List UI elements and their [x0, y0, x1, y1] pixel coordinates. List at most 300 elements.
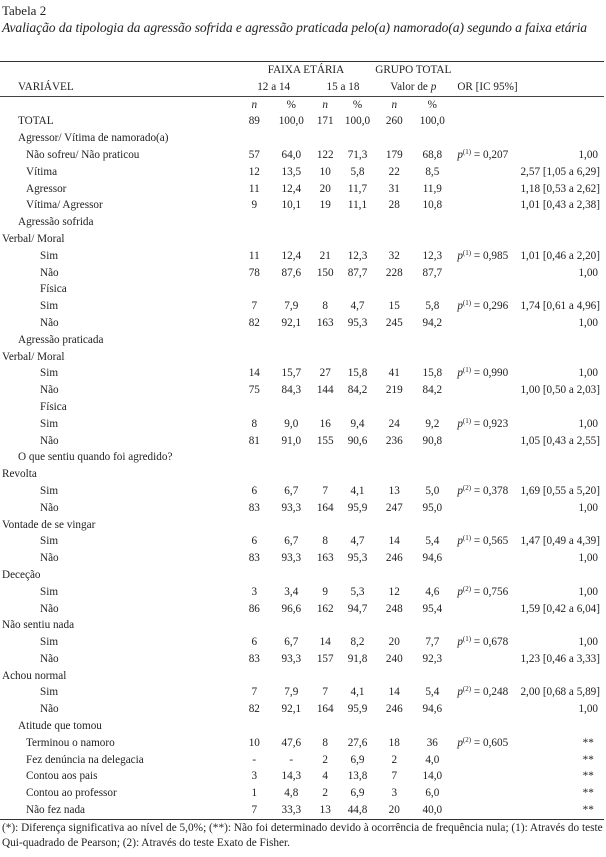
cell-p-value: $p^{(1)} = 0,296$: [457, 299, 509, 313]
cell-n1: 83: [248, 652, 260, 665]
cell-n1: 83: [248, 552, 260, 565]
cell-odds-ratio: 1,00: [578, 417, 599, 430]
cell-p2: 95,3: [347, 552, 368, 565]
cell-p2: [340, 231, 376, 248]
cell-p1: 33,3: [272, 802, 311, 819]
cell-p-value: $p^{(1)} = 0,923$: [457, 416, 509, 430]
header-or: OR [IC 95%]: [457, 80, 518, 93]
cell-p3: [413, 231, 451, 248]
cell-n3: 14: [388, 535, 400, 548]
cell-p1: 93,3: [281, 501, 302, 514]
cell-odds-ratio: **: [582, 787, 594, 800]
cell-odds-ratio: [520, 113, 604, 130]
cell-n2: 7: [322, 484, 328, 497]
table-row: [0, 768, 604, 785]
table-row: [0, 365, 604, 382]
table-row: [0, 634, 604, 651]
cell-n1: 1: [251, 787, 258, 800]
cell-odds-ratio: [520, 567, 604, 584]
cell-n3: 179: [385, 148, 403, 161]
cell-n1: 75: [248, 384, 260, 397]
cell-n3: 219: [385, 384, 403, 397]
cell-p-value: [451, 601, 520, 618]
cell-n2: 163: [316, 552, 334, 565]
row-label: Não: [40, 266, 59, 279]
cell-p-value: [451, 449, 520, 466]
cell-p1: [272, 517, 311, 534]
cell-n1: [237, 668, 272, 685]
cell-n3: 20: [388, 636, 400, 649]
cell-p-value: [451, 517, 520, 534]
cell-p3: 36: [426, 736, 438, 749]
cell-p3: [413, 466, 451, 483]
cell-p3: [413, 517, 451, 534]
cell-p2: 27,6: [347, 736, 368, 749]
table-row: [0, 416, 604, 433]
cell-n3: [375, 130, 413, 147]
cell-p3: 9,2: [425, 417, 440, 430]
cell-n2: 8: [322, 535, 328, 548]
cell-p1: [272, 349, 311, 366]
cell-p3: [413, 567, 451, 584]
cell-n2: [311, 718, 340, 735]
cell-n3: 14: [388, 686, 400, 699]
section-row: [0, 517, 604, 534]
cell-p1: 91,0: [281, 434, 302, 447]
cell-p3: 10,8: [422, 199, 443, 212]
cell-n2: [311, 517, 340, 534]
cell-odds-ratio: [520, 349, 604, 366]
section-label: Achou normal: [2, 669, 67, 682]
cell-n3: 18: [388, 736, 400, 749]
cell-n2: 150: [316, 266, 334, 279]
data-table: [0, 61, 604, 820]
cell-p3: 95,4: [422, 602, 443, 615]
cell-n2: [311, 349, 340, 366]
cell-n3: 15: [388, 300, 400, 313]
cell-n1: [237, 130, 272, 147]
cell-odds-ratio: [520, 617, 604, 634]
cell-p3: 94,6: [422, 552, 443, 565]
table-row: [0, 601, 604, 618]
cell-p2: [340, 718, 376, 735]
cell-p3: 12,3: [422, 249, 443, 262]
cell-p-value: [451, 752, 520, 769]
table-row: [0, 533, 604, 550]
cell-p2: 6,9: [350, 787, 365, 800]
cell-p3: 40,0: [413, 802, 451, 819]
cell-p-value: [451, 668, 520, 685]
cell-odds-ratio: 1,00: [578, 703, 599, 716]
cell-odds-ratio: 1,05 [0,43 a 2,55]: [520, 434, 600, 447]
table-row: [0, 550, 604, 567]
section-label: Agressão praticada: [18, 333, 104, 346]
cell-n2: 10: [319, 165, 331, 178]
cell-n3: 13: [388, 484, 400, 497]
table-row: [0, 684, 604, 701]
cell-n3: 248: [385, 602, 403, 615]
cell-n3: [375, 567, 413, 584]
header-variable: VARIÁVEL: [18, 80, 74, 93]
cell-p-value: [451, 281, 520, 298]
cell-p3: 7,7: [425, 636, 440, 649]
table-row: [0, 651, 604, 668]
cell-odds-ratio: 1,01 [0,46 a 2,20]: [520, 249, 600, 262]
cell-p1: [272, 130, 311, 147]
cell-odds-ratio: [520, 130, 604, 147]
table-row: [0, 181, 604, 198]
cell-n1: [237, 332, 272, 349]
cell-n2: 2: [322, 753, 328, 766]
cell-p-value: [451, 802, 520, 819]
cell-n3: 2: [391, 753, 398, 766]
cell-p-value: [451, 617, 520, 634]
header-n: n: [237, 96, 272, 113]
cell-p1: 12,4: [281, 249, 302, 262]
cell-p1: 64,0: [281, 148, 302, 161]
cell-p1: 93,3: [281, 552, 302, 565]
cell-p-value: [451, 265, 520, 282]
cell-p-value: [451, 315, 520, 332]
cell-n1: 86: [248, 602, 260, 615]
cell-p3: 14,0: [422, 770, 443, 783]
cell-p-value: [451, 433, 520, 450]
table-caption-label: Tabela 2: [2, 3, 47, 18]
cell-n2: 14: [319, 636, 331, 649]
table-row: [0, 752, 604, 769]
cell-p2: [340, 349, 376, 366]
cell-n1: [237, 567, 272, 584]
cell-n2: 13: [311, 802, 340, 819]
cell-p-value: [451, 466, 520, 483]
cell-n3: [375, 349, 413, 366]
cell-p-value: [451, 197, 520, 214]
row-label: Agressor: [26, 182, 67, 195]
cell-p1: 3,4: [284, 585, 299, 598]
cell-n2: [311, 231, 340, 248]
cell-odds-ratio: 1,01 [0,43 a 2,38]: [520, 199, 600, 212]
cell-p1: 92,1: [281, 703, 302, 716]
row-label: Não: [40, 602, 59, 615]
cell-p2: 12,3: [347, 249, 368, 262]
p-symbol: p: [430, 80, 437, 93]
table-row: [0, 735, 604, 752]
table-row: [0, 298, 604, 315]
cell-odds-ratio: 1,18 [0,53 a 2,62]: [520, 182, 600, 195]
cell-p3: 94,2: [422, 316, 443, 329]
cell-p2: [340, 567, 376, 584]
cell-n3: 28: [388, 199, 400, 212]
cell-p2: [340, 449, 376, 466]
cell-p-value: $p^{(1)} = 0,207$: [457, 147, 509, 161]
cell-n2: [311, 449, 340, 466]
cell-odds-ratio: 1,69 [0,55 a 5,20]: [520, 484, 600, 497]
cell-p2: 91,8: [347, 652, 368, 665]
row-label: Vítima: [26, 165, 58, 178]
cell-n3: 12: [388, 585, 400, 598]
section-label: Agressão sofrida: [18, 216, 94, 229]
cell-p2: [340, 332, 376, 349]
cell-n2: [311, 567, 340, 584]
header-age-12-14: 12 a 14: [257, 80, 291, 93]
cell-p-value: [451, 382, 520, 399]
cell-n2: 162: [316, 602, 334, 615]
cell-odds-ratio: 1,00: [578, 367, 599, 380]
cell-p2: [340, 668, 376, 685]
header-p-value: Valor de p: [390, 80, 437, 93]
table-row: [0, 164, 604, 181]
cell-p-value: [451, 718, 520, 735]
header-age-15-18: 15 a 18: [326, 80, 360, 93]
cell-p-value: [451, 130, 520, 147]
table-row: [0, 197, 604, 214]
cell-p3: 4,6: [425, 585, 440, 598]
cell-n2: 164: [316, 501, 334, 514]
cell-p3: 5,8: [425, 300, 440, 313]
cell-p-value: [451, 550, 520, 567]
cell-p2: 8,2: [350, 636, 365, 649]
cell-n3: 260: [385, 115, 403, 128]
cell-odds-ratio: 1,74 [0,61 a 4,96]: [520, 300, 600, 313]
cell-p-value: $p^{(1)} = 0,678$: [457, 635, 509, 649]
cell-n3: 7: [391, 770, 398, 783]
table-row: [0, 265, 604, 282]
cell-n2: [311, 466, 340, 483]
cell-p3: [413, 399, 451, 416]
cell-p3: 15,8: [422, 367, 443, 380]
cell-odds-ratio: [520, 332, 604, 349]
cell-p2: 87,7: [347, 266, 368, 279]
cell-p-value: [451, 500, 520, 517]
section-label: Atitude que tomou: [18, 720, 102, 733]
cell-p2: 44,8: [340, 802, 376, 819]
cell-p2: [340, 214, 376, 231]
section-row: [0, 214, 604, 231]
cell-p1: [272, 214, 311, 231]
cell-p2: 5,3: [350, 585, 365, 598]
cell-p3: 94,6: [422, 703, 443, 716]
row-label: Sim: [40, 417, 59, 430]
cell-p2: [340, 466, 376, 483]
row-label: Sim: [40, 484, 59, 497]
table-row: [0, 433, 604, 450]
table-row: [0, 248, 604, 265]
cell-p-value: $p^{(1)} = 0,565$: [457, 534, 509, 548]
cell-n1: 82: [248, 703, 260, 716]
cell-n3: [375, 214, 413, 231]
header-n: n: [311, 96, 340, 113]
cell-n2: [311, 130, 340, 147]
header-total-group: GRUPO TOTAL: [375, 62, 451, 79]
cell-p2: 9,4: [350, 417, 365, 430]
cell-n3: [375, 668, 413, 685]
cell-p-value: [451, 651, 520, 668]
cell-odds-ratio: **: [520, 802, 604, 819]
cell-p-value: [451, 214, 520, 231]
row-label: Não: [40, 434, 59, 447]
cell-p2: 95,3: [347, 316, 368, 329]
cell-p3: 4,0: [425, 753, 440, 766]
cell-odds-ratio: 1,59 [0,42 a 6,04]: [520, 602, 600, 615]
cell-odds-ratio: [520, 668, 604, 685]
section-label: Agressor/ Vítima de namorado(a): [18, 132, 169, 145]
cell-p2: 4,7: [350, 300, 365, 313]
cell-n1: 81: [248, 434, 260, 447]
section-label: Revolta: [2, 468, 37, 481]
cell-p3: 92,3: [422, 652, 443, 665]
cell-n2: [311, 281, 340, 298]
cell-n2: 27: [319, 367, 331, 380]
cell-p2: [340, 130, 376, 147]
cell-odds-ratio: [520, 517, 604, 534]
cell-odds-ratio: [520, 449, 604, 466]
cell-p2: [340, 399, 376, 416]
cell-p-value: [451, 567, 520, 584]
cell-odds-ratio: 1,00: [578, 316, 599, 329]
cell-p3: [413, 449, 451, 466]
cell-p1: [272, 668, 311, 685]
cell-p2: 4,7: [350, 535, 365, 548]
cell-p-value: [451, 399, 520, 416]
cell-odds-ratio: 1,00: [578, 636, 599, 649]
cell-p-value: [451, 113, 520, 130]
header-row-2: [0, 79, 604, 96]
header-pct: %: [340, 96, 376, 113]
cell-n3: 236: [385, 434, 403, 447]
cell-p1: [272, 466, 311, 483]
cell-n1: [237, 214, 272, 231]
row-label: Sim: [40, 367, 59, 380]
cell-p-value: $p^{(2)} = 0,605$: [457, 735, 509, 749]
cell-p3: 90,8: [422, 434, 443, 447]
row-label: Sim: [40, 535, 59, 548]
cell-p1: 96,6: [281, 602, 302, 615]
cell-odds-ratio: 1,00: [578, 148, 599, 161]
cell-p2: 11,7: [347, 182, 368, 195]
cell-n3: 31: [388, 182, 400, 195]
cell-n2: [311, 399, 340, 416]
cell-p2: [340, 617, 376, 634]
cell-n3: 41: [388, 367, 400, 380]
header-row-1: [0, 62, 604, 79]
cell-odds-ratio: [520, 231, 604, 248]
cell-p2: 71,3: [347, 148, 368, 161]
table-footnote: (*): Diferença significativa ao nível de 5,0%; (**): Não foi determinado devido à ocorrência de frequência nula; (1): Através do teste Qui-quadrado de Pearson; (2): Através do teste Exato de Fisher.: [2, 822, 603, 849]
cell-n1: 9: [251, 199, 258, 212]
section-row: [0, 718, 604, 735]
cell-p3: [413, 349, 451, 366]
cell-p3: 6,0: [425, 787, 440, 800]
cell-n3: [375, 617, 413, 634]
cell-n2: 2: [322, 787, 328, 800]
cell-odds-ratio: [520, 466, 604, 483]
cell-n1: 6: [251, 636, 258, 649]
cell-p1: 7,9: [284, 686, 299, 699]
cell-n2: 21: [319, 249, 331, 262]
cell-p-value: [451, 332, 520, 349]
cell-p1: 6,7: [284, 636, 299, 649]
cell-p1: 7,9: [284, 300, 299, 313]
cell-n3: [375, 466, 413, 483]
cell-n1: 7: [251, 300, 258, 313]
cell-n1: 8: [251, 417, 258, 430]
cell-p2: 95,9: [347, 703, 368, 716]
cell-n2: 4: [322, 770, 328, 783]
cell-p-value: $p^{(2)} = 0,378$: [457, 483, 509, 497]
cell-n1: 12: [248, 165, 260, 178]
section-label: Verbal/ Moral: [2, 232, 65, 245]
cell-n1: 82: [248, 316, 260, 329]
section-label: Não sentiu nada: [2, 619, 75, 632]
table-row: [0, 701, 604, 718]
row-label: Sim: [40, 300, 59, 313]
section-row: [0, 231, 604, 248]
section-row: [0, 332, 604, 349]
cell-n3: 246: [385, 552, 403, 565]
row-label: Sim: [40, 636, 59, 649]
cell-odds-ratio: 1,00: [578, 552, 599, 565]
cell-n3: 20: [375, 802, 413, 819]
cell-n1: [237, 718, 272, 735]
cell-n1: 7: [237, 802, 272, 819]
cell-p1: 9,0: [284, 417, 299, 430]
cell-odds-ratio: 1,00 [0,50 a 2,03]: [520, 384, 600, 397]
cell-p1: 10,1: [281, 199, 302, 212]
cell-n3: [375, 399, 413, 416]
cell-n1: [237, 231, 272, 248]
cell-n3: [375, 449, 413, 466]
cell-n1: -: [252, 753, 257, 766]
section-row: [0, 281, 604, 298]
table-row: [0, 382, 604, 399]
section-label: Vontade de se vingar: [2, 518, 96, 531]
row-label: Contou ao professor: [26, 787, 117, 800]
cell-n1: [237, 449, 272, 466]
cell-p2: 94,7: [347, 602, 368, 615]
cell-p1: 92,1: [281, 316, 302, 329]
cell-n2: 19: [319, 199, 331, 212]
row-label: Fez denúncia na delegacia: [26, 753, 144, 766]
cell-n1: [237, 617, 272, 634]
cell-p1: 13,5: [281, 165, 302, 178]
section-row: [0, 466, 604, 483]
table-row: [0, 785, 604, 802]
cell-p1: 6,7: [284, 535, 299, 548]
cell-n2: 8: [322, 300, 328, 313]
cell-n1: [237, 517, 272, 534]
cell-odds-ratio: **: [582, 753, 594, 766]
cell-n1: 14: [248, 367, 260, 380]
cell-n3: 24: [388, 417, 400, 430]
cell-n3: 32: [388, 249, 400, 262]
section-label: Física: [40, 400, 67, 413]
cell-n2: [311, 332, 340, 349]
cell-p2: [340, 281, 376, 298]
cell-n2: 163: [316, 316, 334, 329]
row-label: Não: [40, 703, 59, 716]
section-row: [0, 617, 604, 634]
section-row: [0, 399, 604, 416]
row-label: Vítima/ Agressor: [26, 199, 103, 212]
cell-p1: 14,3: [281, 770, 302, 783]
cell-n1: 10: [248, 736, 260, 749]
cell-p2: [340, 517, 376, 534]
cell-n1: 3: [251, 770, 258, 783]
section-label: Deceção: [2, 568, 41, 581]
row-label: Sim: [40, 585, 59, 598]
cell-p3: [413, 130, 451, 147]
cell-p3: 11,9: [422, 182, 442, 195]
